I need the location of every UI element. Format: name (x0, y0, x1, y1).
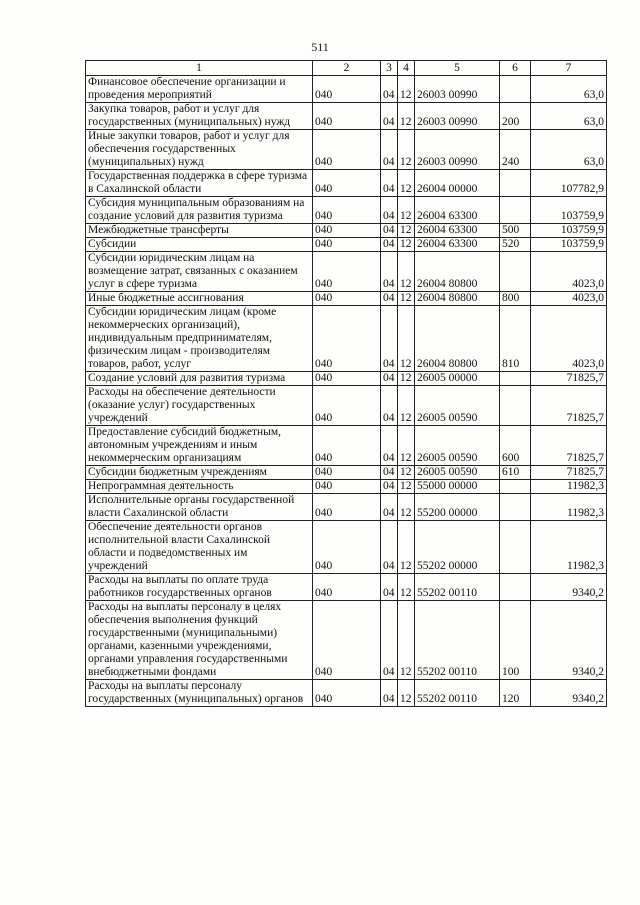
amount: 71825,7 (531, 426, 607, 466)
amount: 103759,9 (531, 224, 607, 238)
amount: 103759,9 (531, 238, 607, 252)
amount: 9340,2 (531, 574, 607, 601)
amount: 11982,3 (531, 480, 607, 494)
row-description: Расходы на выплаты персоналу государственных (муниципальных) органов (86, 680, 313, 707)
column-header: 4 (398, 61, 415, 76)
subsection-code: 12 (398, 426, 415, 466)
row-description: Финансовое обеспечение организации и проведения мероприятий (86, 76, 313, 103)
amount: 11982,3 (531, 494, 607, 521)
section-code: 04 (381, 426, 398, 466)
subsection-code: 12 (398, 680, 415, 707)
budget-table (85, 60, 607, 707)
section-code: 04 (381, 480, 398, 494)
ministry-code: 040 (313, 130, 381, 170)
subsection-code: 12 (398, 521, 415, 574)
table-row (86, 130, 607, 170)
target-article: 55000 00000 (415, 480, 500, 494)
section-code: 04 (381, 197, 398, 224)
section-code: 04 (381, 306, 398, 372)
section-code: 04 (381, 130, 398, 170)
section-code: 04 (381, 292, 398, 306)
section-code: 04 (381, 601, 398, 680)
section-code: 04 (381, 372, 398, 386)
expense-type (500, 386, 531, 426)
ministry-code: 040 (313, 252, 381, 292)
subsection-code: 12 (398, 386, 415, 426)
target-article: 55200 00000 (415, 494, 500, 521)
column-header: 6 (500, 61, 531, 76)
amount: 71825,7 (531, 372, 607, 386)
expense-type (500, 197, 531, 224)
ministry-code: 040 (313, 466, 381, 480)
expense-type (500, 521, 531, 574)
table-row (86, 292, 607, 306)
section-code: 04 (381, 252, 398, 292)
section-code: 04 (381, 494, 398, 521)
section-code: 04 (381, 103, 398, 130)
amount: 71825,7 (531, 386, 607, 426)
row-description: Создание условий для развития туризма (86, 372, 313, 386)
subsection-code: 12 (398, 238, 415, 252)
ministry-code: 040 (313, 574, 381, 601)
ministry-code: 040 (313, 426, 381, 466)
subsection-code: 12 (398, 103, 415, 130)
table-row (86, 601, 607, 680)
amount: 107782,9 (531, 170, 607, 197)
row-description: Расходы на обеспечение деятельности (оказание услуг) государственных учреждений (86, 386, 313, 426)
section-code: 04 (381, 170, 398, 197)
target-article: 26005 00590 (415, 466, 500, 480)
section-code: 04 (381, 680, 398, 707)
ministry-code: 040 (313, 601, 381, 680)
expense-type (500, 480, 531, 494)
section-code: 04 (381, 574, 398, 601)
subsection-code: 12 (398, 574, 415, 601)
expense-type (500, 170, 531, 197)
row-description: Предоставление субсидий бюджетным, автономным учреждениям и иным некоммерческим организациям (86, 426, 313, 466)
ministry-code: 040 (313, 76, 381, 103)
target-article: 55202 00110 (415, 601, 500, 680)
ministry-code: 040 (313, 238, 381, 252)
table-row (86, 306, 607, 372)
subsection-code: 12 (398, 480, 415, 494)
column-header: 2 (313, 61, 381, 76)
table-body (86, 76, 607, 707)
amount: 71825,7 (531, 466, 607, 480)
target-article: 26005 00590 (415, 386, 500, 426)
expense-type (500, 372, 531, 386)
table-row (86, 680, 607, 707)
column-header: 1 (86, 61, 313, 76)
expense-type: 200 (500, 103, 531, 130)
ministry-code: 040 (313, 494, 381, 521)
target-article: 26004 63300 (415, 197, 500, 224)
ministry-code: 040 (313, 224, 381, 238)
header-row (86, 61, 607, 76)
row-description: Межбюджетные трансферты (86, 224, 313, 238)
amount: 4023,0 (531, 306, 607, 372)
ministry-code: 040 (313, 306, 381, 372)
column-header: 3 (381, 61, 398, 76)
expense-type (500, 252, 531, 292)
target-article: 26005 00000 (415, 372, 500, 386)
subsection-code: 12 (398, 306, 415, 372)
row-description: Непрограммная деятельность (86, 480, 313, 494)
target-article: 26003 00990 (415, 103, 500, 130)
subsection-code: 12 (398, 170, 415, 197)
subsection-code: 12 (398, 292, 415, 306)
page-number: 511 (311, 40, 329, 54)
subsection-code: 12 (398, 130, 415, 170)
target-article: 26005 00590 (415, 426, 500, 466)
target-article: 55202 00000 (415, 521, 500, 574)
ministry-code: 040 (313, 521, 381, 574)
row-description: Обеспечение деятельности органов исполнительной власти Сахалинской области и подведомственных им учреждений (86, 521, 313, 574)
subsection-code: 12 (398, 197, 415, 224)
target-article: 26003 00990 (415, 130, 500, 170)
section-code: 04 (381, 76, 398, 103)
section-code: 04 (381, 238, 398, 252)
row-description: Иные бюджетные ассигнования (86, 292, 313, 306)
subsection-code: 12 (398, 494, 415, 521)
section-code: 04 (381, 466, 398, 480)
subsection-code: 12 (398, 76, 415, 103)
target-article: 26004 63300 (415, 224, 500, 238)
subsection-code: 12 (398, 601, 415, 680)
subsection-code: 12 (398, 466, 415, 480)
table-row (86, 521, 607, 574)
section-code: 04 (381, 521, 398, 574)
expense-type (500, 494, 531, 521)
section-code: 04 (381, 386, 398, 426)
amount: 63,0 (531, 76, 607, 103)
row-description: Иные закупки товаров, работ и услуг для обеспечения государственных (муниципальных) нужд (86, 130, 313, 170)
target-article: 26004 80800 (415, 292, 500, 306)
expense-type: 610 (500, 466, 531, 480)
ministry-code: 040 (313, 170, 381, 197)
expense-type (500, 76, 531, 103)
table-row (86, 197, 607, 224)
amount: 11982,3 (531, 521, 607, 574)
ministry-code: 040 (313, 292, 381, 306)
row-description: Субсидии (86, 238, 313, 252)
expense-type: 600 (500, 426, 531, 466)
section-code: 04 (381, 224, 398, 238)
table-row (86, 252, 607, 292)
row-description: Субсидии юридическим лицам (кроме некоммерческих организаций), индивидуальным предпринимателям, физическим лицам - производителям товаров, работ, услуг (86, 306, 313, 372)
table-row (86, 103, 607, 130)
expense-type: 120 (500, 680, 531, 707)
table-row (86, 494, 607, 521)
table-row (86, 466, 607, 480)
target-article: 26003 00990 (415, 76, 500, 103)
expense-type: 800 (500, 292, 531, 306)
table-row (86, 224, 607, 238)
expense-type: 100 (500, 601, 531, 680)
ministry-code: 040 (313, 480, 381, 494)
row-description: Государственная поддержка в сфере туризма в Сахалинской области (86, 170, 313, 197)
table-row (86, 170, 607, 197)
amount: 103759,9 (531, 197, 607, 224)
row-description: Расходы на выплаты по оплате труда работников государственных органов (86, 574, 313, 601)
ministry-code: 040 (313, 372, 381, 386)
subsection-code: 12 (398, 224, 415, 238)
row-description: Исполнительные органы государственной власти Сахалинской области (86, 494, 313, 521)
ministry-code: 040 (313, 197, 381, 224)
target-article: 55202 00110 (415, 680, 500, 707)
subsection-code: 12 (398, 252, 415, 292)
target-article: 26004 80800 (415, 306, 500, 372)
amount: 4023,0 (531, 252, 607, 292)
amount: 4023,0 (531, 292, 607, 306)
ministry-code: 040 (313, 103, 381, 130)
row-description: Закупка товаров, работ и услуг для государственных (муниципальных) нужд (86, 103, 313, 130)
row-description: Субсидии юридическим лицам на возмещение затрат, связанных с оказанием услуг в сфере туризма (86, 252, 313, 292)
expense-type (500, 574, 531, 601)
expense-type: 520 (500, 238, 531, 252)
table-row (86, 238, 607, 252)
ministry-code: 040 (313, 680, 381, 707)
amount: 63,0 (531, 103, 607, 130)
amount: 9340,2 (531, 680, 607, 707)
expense-type: 810 (500, 306, 531, 372)
target-article: 26004 00000 (415, 170, 500, 197)
target-article: 26004 63300 (415, 238, 500, 252)
expense-type: 500 (500, 224, 531, 238)
amount: 9340,2 (531, 601, 607, 680)
table-row (86, 386, 607, 426)
row-description: Субсидии бюджетным учреждениям (86, 466, 313, 480)
column-header: 7 (531, 61, 607, 76)
row-description: Субсидия муниципальным образованиям на создание условий для развития туризма (86, 197, 313, 224)
target-article: 55202 00110 (415, 574, 500, 601)
row-description: Расходы на выплаты персоналу в целях обеспечения выполнения функций государственными (муниципальными) органами, казенными учреждениями, органами управления государственными внебюджетными фондами (86, 601, 313, 680)
amount: 63,0 (531, 130, 607, 170)
table-row (86, 574, 607, 601)
table-row (86, 76, 607, 103)
table-row (86, 372, 607, 386)
table-row (86, 480, 607, 494)
ministry-code: 040 (313, 386, 381, 426)
subsection-code: 12 (398, 372, 415, 386)
column-header: 5 (415, 61, 500, 76)
target-article: 26004 80800 (415, 252, 500, 292)
table-row (86, 426, 607, 466)
expense-type: 240 (500, 130, 531, 170)
